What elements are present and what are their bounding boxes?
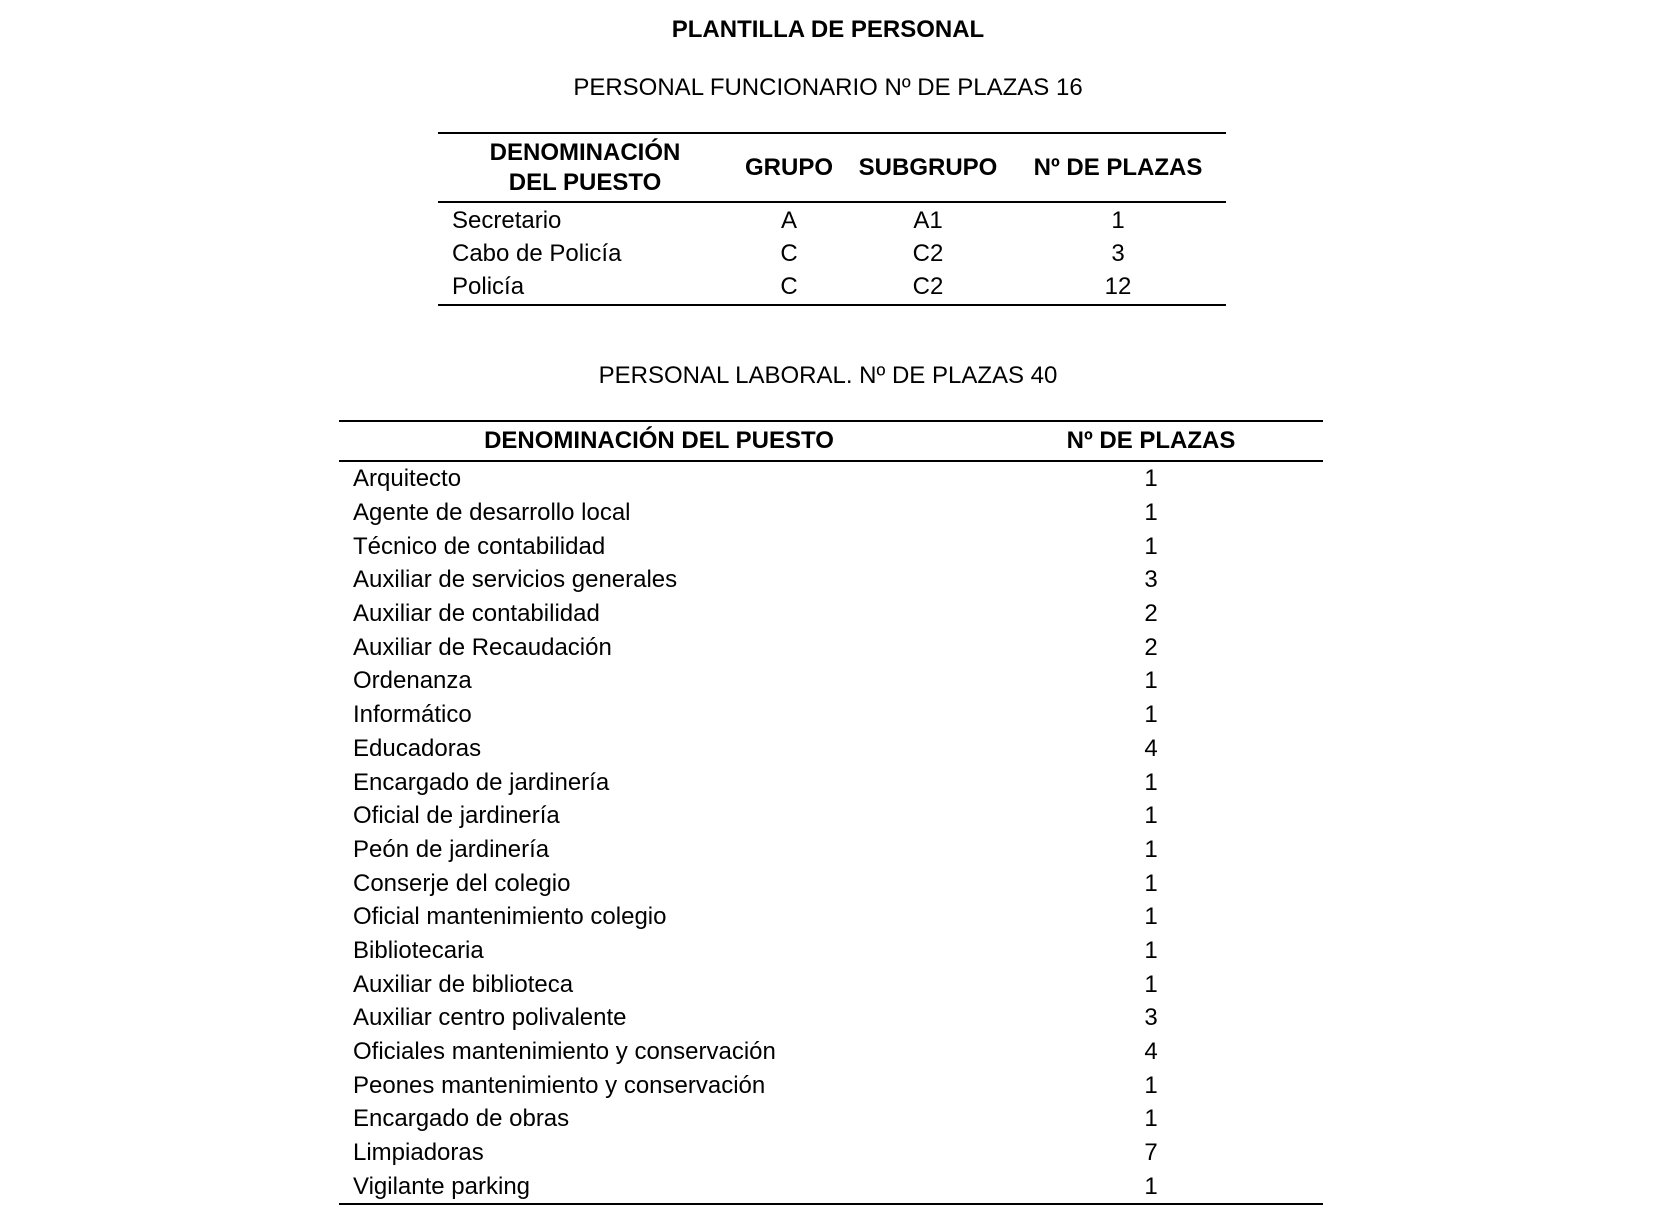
- cell-subgrupo: A1: [913, 207, 943, 234]
- table-row: [339, 563, 1323, 597]
- cell-puesto: Informático: [353, 701, 472, 729]
- table-row: [339, 1035, 1323, 1069]
- header-denominacion: DENOMINACIÓN DEL PUESTO: [339, 421, 979, 461]
- table-row: [339, 1001, 1323, 1035]
- cell-puesto: Encargado de obras: [353, 1105, 570, 1133]
- cell-plazas: 1: [1111, 207, 1125, 234]
- table-row: [339, 799, 1323, 833]
- cell-plazas: 4: [1144, 734, 1158, 762]
- funcionario-table: [438, 132, 1226, 306]
- table-header-row: [339, 421, 1323, 461]
- cell-puesto: Ordenanza: [353, 667, 472, 695]
- table-header-row: [438, 133, 1226, 202]
- cell-plazas: 1: [1144, 835, 1158, 863]
- cell-puesto: Arquitecto: [353, 465, 462, 493]
- table-row: [339, 866, 1323, 900]
- cell-plazas: 2: [1144, 633, 1158, 661]
- cell-plazas: 7: [1144, 1139, 1158, 1167]
- cell-puesto: Secretario: [452, 207, 562, 234]
- cell-puesto: Auxiliar centro polivalente: [353, 1004, 627, 1032]
- laboral-table-body: [339, 461, 1323, 1204]
- cell-puesto: Auxiliar de contabilidad: [353, 600, 600, 628]
- cell-plazas: 2: [1144, 600, 1158, 628]
- cell-puesto: Auxiliar de servicios generales: [353, 566, 678, 594]
- cell-puesto: Auxiliar de Recaudación: [353, 633, 612, 661]
- cell-plazas: 1: [1144, 1172, 1158, 1200]
- cell-plazas: 1: [1144, 802, 1158, 830]
- cell-plazas: 1: [1144, 532, 1158, 560]
- cell-subgrupo: C2: [912, 273, 944, 300]
- table-row: [339, 900, 1323, 934]
- cell-puesto: Técnico de contabilidad: [353, 532, 606, 560]
- cell-plazas: 3: [1144, 566, 1158, 594]
- table-row: [438, 270, 1226, 305]
- cell-puesto: Educadoras: [353, 734, 482, 762]
- cell-puesto: Auxiliar de biblioteca: [353, 970, 574, 998]
- cell-plazas: 1: [1144, 768, 1158, 796]
- table-row: [339, 496, 1323, 530]
- cell-plazas: 1: [1144, 970, 1158, 998]
- table-row: [339, 664, 1323, 698]
- cell-plazas: 4: [1144, 1038, 1158, 1066]
- cell-plazas: 1: [1144, 499, 1158, 527]
- cell-puesto: Encargado de jardinería: [353, 768, 610, 796]
- cell-plazas: 1: [1144, 1105, 1158, 1133]
- cell-plazas: 3: [1144, 1004, 1158, 1032]
- table-row: [339, 1068, 1323, 1102]
- cell-plazas: 12: [1104, 273, 1132, 300]
- cell-puesto: Oficiales mantenimiento y conservación: [353, 1038, 776, 1066]
- table-row: [339, 833, 1323, 867]
- cell-puesto: Oficial mantenimiento colegio: [353, 903, 667, 931]
- laboral-table: [339, 420, 1323, 1205]
- header-denominacion: [438, 133, 732, 202]
- cell-plazas: 1: [1144, 667, 1158, 695]
- table-row: [438, 202, 1226, 237]
- table-row: [339, 934, 1323, 968]
- cell-grupo: C: [780, 273, 798, 300]
- header-grupo: GRUPO: [732, 133, 846, 202]
- cell-grupo: A: [780, 207, 797, 234]
- cell-puesto: Vigilante parking: [353, 1172, 531, 1200]
- table-row: [339, 630, 1323, 664]
- cell-plazas: 3: [1111, 240, 1125, 267]
- cell-plazas: 1: [1144, 903, 1158, 931]
- table-row: [339, 461, 1323, 496]
- cell-plazas: 1: [1144, 1071, 1158, 1099]
- cell-plazas: 1: [1144, 465, 1158, 493]
- laboral-section-title: PERSONAL LABORAL. Nº DE PLAZAS 40: [598, 362, 1058, 389]
- table-row: [339, 1136, 1323, 1170]
- header-plazas: Nº DE PLAZAS: [1010, 133, 1226, 202]
- cell-grupo: C: [780, 240, 798, 267]
- cell-subgrupo: C2: [912, 240, 944, 267]
- table-row: [339, 1169, 1323, 1204]
- cell-puesto: Oficial de jardinería: [353, 802, 560, 830]
- table-row: [339, 698, 1323, 732]
- funcionario-section-title: PERSONAL FUNCIONARIO Nº DE PLAZAS 16: [573, 74, 1083, 101]
- cell-puesto: Limpiadoras: [353, 1139, 484, 1167]
- cell-plazas: 1: [1144, 701, 1158, 729]
- cell-puesto: Peón de jardinería: [353, 835, 550, 863]
- table-row: [339, 967, 1323, 1001]
- table-row: [339, 597, 1323, 631]
- cell-plazas: 1: [1144, 869, 1158, 897]
- cell-plazas: 1: [1144, 936, 1158, 964]
- header-plazas: Nº DE PLAZAS: [979, 421, 1323, 461]
- cell-puesto: Bibliotecaria: [353, 936, 484, 964]
- cell-puesto: Cabo de Policía: [452, 240, 622, 267]
- table-row: [339, 765, 1323, 799]
- header-denominacion-text: DENOMINACIÓN DEL PUESTO: [489, 139, 681, 196]
- cell-puesto: Conserje del colegio: [353, 869, 571, 897]
- document-title: PLANTILLA DE PERSONAL: [671, 16, 985, 43]
- table-row: [339, 529, 1323, 563]
- cell-puesto: Policía: [452, 273, 525, 300]
- cell-puesto: Agente de desarrollo local: [353, 499, 631, 527]
- cell-puesto: Peones mantenimiento y conservación: [353, 1071, 766, 1099]
- table-row: [339, 1102, 1323, 1136]
- table-row: [438, 237, 1226, 270]
- header-subgrupo: SUBGRUPO: [846, 133, 1010, 202]
- table-row: [339, 732, 1323, 766]
